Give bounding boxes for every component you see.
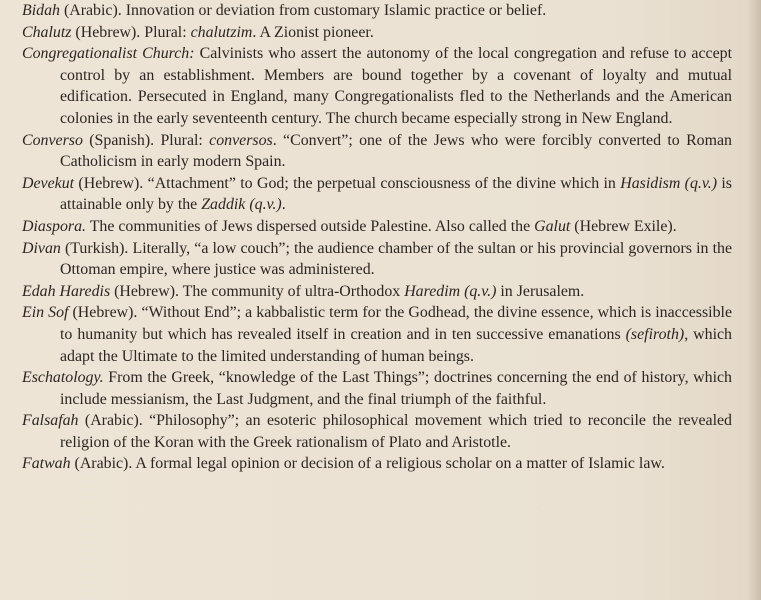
glossary-cross-reference: Hasidism (q.v.) — [620, 174, 718, 192]
glossary-definition: (Spanish). Plural: — [82, 131, 210, 149]
glossary-definition: (Hebrew). Plural: — [71, 23, 191, 41]
glossary-entry-fatwah — [22, 453, 732, 475]
glossary-term: Diaspora. — [22, 217, 87, 235]
glossary-term: Chalutz — [22, 23, 72, 41]
glossary-entry-edah-haredis — [22, 281, 732, 303]
glossary-term: Falsafah — [22, 412, 79, 430]
glossary-term: Divan — [22, 239, 61, 257]
glossary-entry-eschatology — [22, 367, 732, 410]
page-gutter-shadow — [747, 0, 761, 600]
glossary-term: Fatwah — [22, 455, 71, 473]
glossary-italic-term: chalutzim — [190, 23, 253, 41]
glossary-entry-divan — [22, 238, 732, 281]
glossary-definition: in Jerusalem. — [496, 282, 585, 300]
glossary-definition: , which adapt the Ultimate to the limited understanding of human beings. — [60, 325, 732, 365]
glossary-term: Bidah — [22, 2, 60, 19]
glossary-definition: From the Greek, “knowledge of the Last Things”; doctrines concerning the end of history, which include messianism, the Last Judgment, and the final triumph of the faithful. — [60, 369, 732, 408]
glossary-term: Converso — [22, 131, 83, 149]
glossary-term: Congregationalist Church: — [22, 45, 195, 63]
glossary-italic-term: conversos — [209, 131, 273, 149]
glossary-italic-term: (sefiroth) — [625, 325, 685, 343]
glossary-definition: (Arabic). Innovation or deviation from customary Islamic practice or belief. — [59, 2, 547, 19]
glossary-entry-devekut — [22, 173, 732, 216]
glossary-entry-bidah — [22, 0, 732, 22]
glossary-term: Eschatology. — [22, 369, 104, 387]
glossary — [22, 0, 732, 475]
glossary-definition: Calvinists who assert the autonomy of the local congregation and refuse to accept control by an establishment. Members are bound together by a covenant of loyalty and mutual edification. Persecuted in England, many Congregationalists fled to the Netherlands and the American colonies in the early seventeenth century. The church became especially strong in New England. — [60, 45, 732, 127]
glossary-term: Devekut — [22, 174, 75, 192]
glossary-entry-diaspora — [22, 216, 732, 238]
glossary-cross-reference: Haredim (q.v.) — [404, 282, 497, 300]
glossary-definition: . “Convert”; one of the Jews who were forcibly converted to Roman Catholicism in early modern Spain. — [60, 131, 732, 171]
glossary-definition: (Arabic). A formal legal opinion or decision of a religious scholar on a matter of Islamic law. — [70, 455, 665, 473]
glossary-entry-ein-sof — [22, 302, 732, 367]
glossary-cross-reference: Zaddik (q.v.) — [201, 196, 282, 214]
glossary-definition: is attainable only by the — [60, 174, 732, 214]
glossary-entry-chalutz — [22, 22, 732, 44]
glossary-term: Edah Haredis — [22, 282, 111, 300]
glossary-definition: The communities of Jews dispersed outside Palestine. Also called the — [86, 217, 535, 235]
glossary-definition: . A Zionist pioneer. — [252, 23, 374, 41]
glossary-definition: (Hebrew Exile). — [570, 217, 677, 235]
glossary-entry-converso — [22, 130, 732, 173]
glossary-term: Ein Sof — [22, 304, 69, 322]
glossary-definition: (Turkish). Literally, “a low couch”; the audience chamber of the sultan or his provincial governors in the Ottoman empire, where justice was administered. — [60, 239, 732, 279]
glossary-definition: (Hebrew). The community of ultra-Orthodox — [110, 282, 405, 300]
glossary-definition: (Hebrew). “Without End”; a kabbalistic term for the Godhead, the divine essence, which is inaccessible to humanity but which has revealed itself in creation and in ten successive emanations — [60, 304, 732, 343]
glossary-definition: . — [281, 196, 286, 214]
glossary-entry-congregationalist-church — [22, 43, 732, 129]
glossary-italic-term: Galut — [534, 217, 571, 235]
glossary-definition: (Arabic). “Philosophy”; an esoteric philosophical movement which tried to reconcile the revealed religion of the Koran with the Greek rationalism of Plato and Aristotle. — [60, 412, 732, 451]
glossary-entry-falsafah — [22, 410, 732, 453]
glossary-definition: (Hebrew). “Attachment” to God; the perpetual consciousness of the divine which in — [74, 174, 621, 192]
